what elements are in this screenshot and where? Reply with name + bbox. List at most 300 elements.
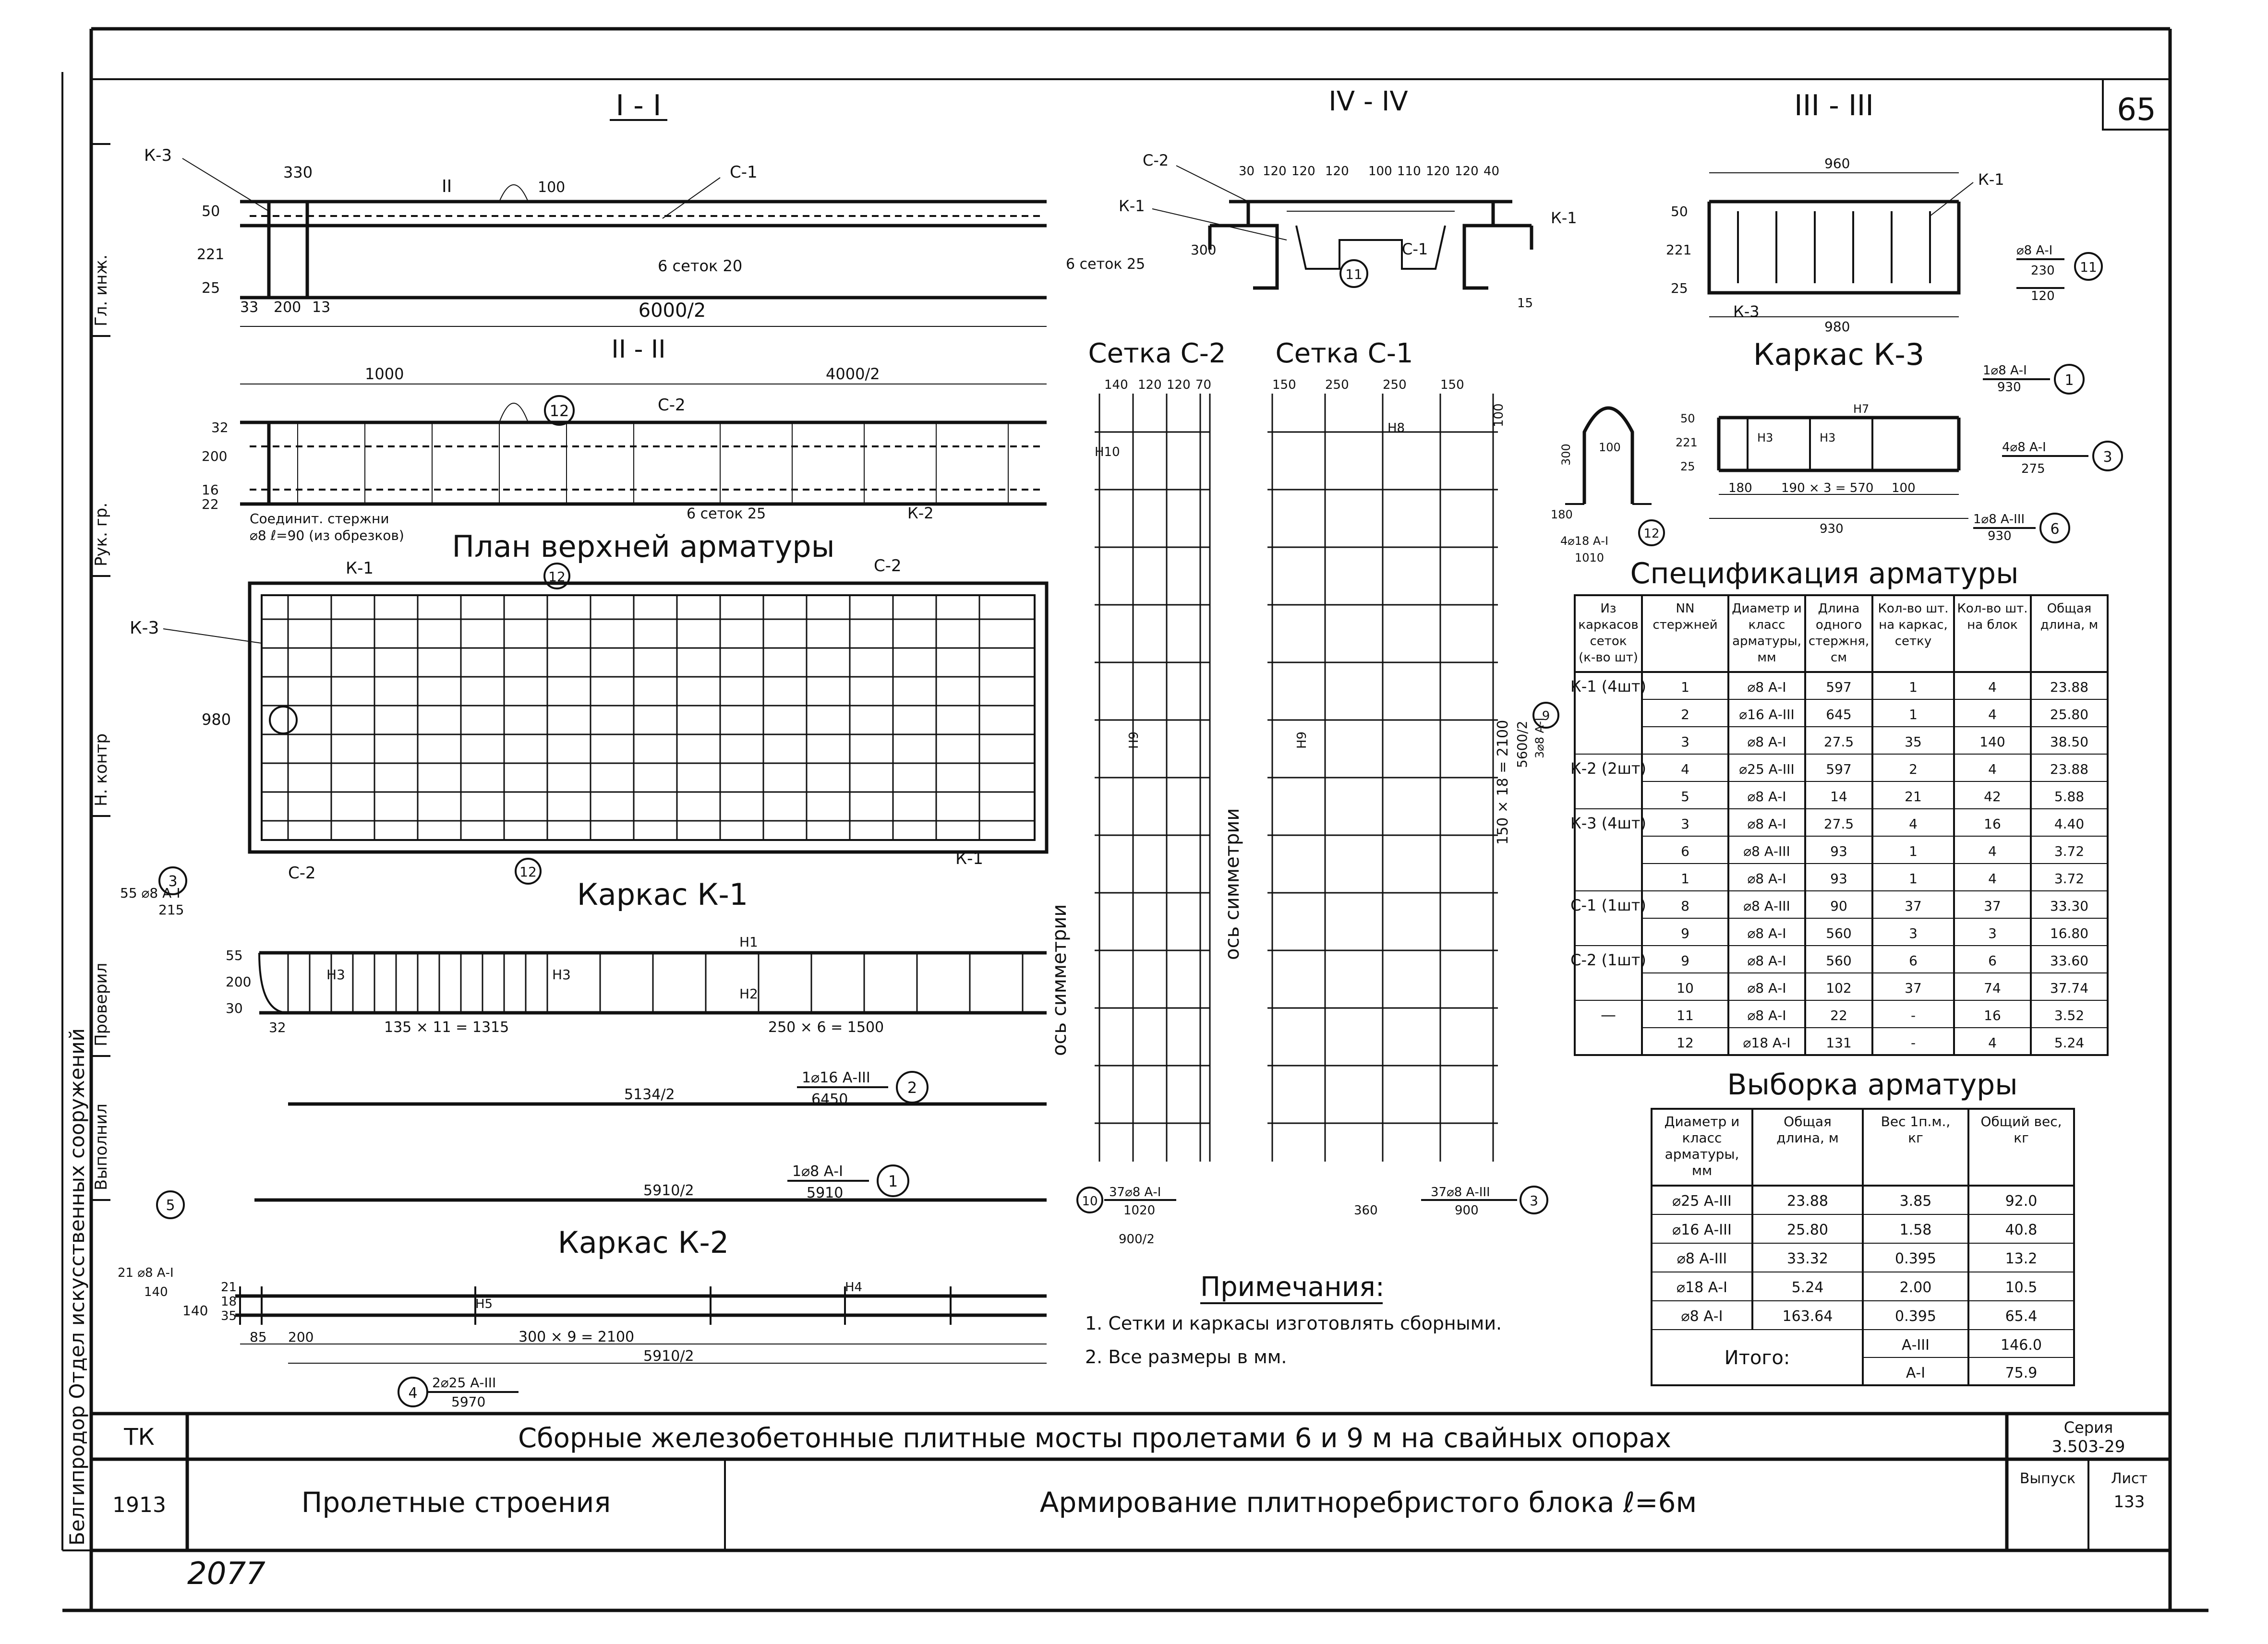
signature-strip (91, 144, 111, 1200)
loop-len: 1010 (1575, 551, 1604, 564)
sample-cell: ⌀25 А-III (1672, 1193, 1732, 1210)
section-4-4 (1066, 86, 1577, 311)
s44-callout-11: 11 (1345, 266, 1363, 282)
section-1-1 (144, 89, 1047, 326)
spec-cell: 4.40 (2054, 816, 2085, 832)
s22-dim-16: 16 (202, 482, 219, 498)
spec-cell: 4 (1988, 761, 1997, 777)
sample-cell: ⌀16 А-III (1672, 1222, 1732, 1238)
spec-cell: 74 (1984, 980, 2001, 996)
k1-stirrups (288, 953, 1023, 1013)
k3-c6-len: 930 (1988, 529, 2012, 543)
k1-callout-1: 1 (888, 1172, 898, 1190)
spec-cell: - (1910, 1008, 1916, 1023)
tb-main-title: Сборные железобетонные плитные мосты пролетами 6 и 9 м на свайных опорах (518, 1423, 1672, 1454)
c2-dim-900: 900/2 (1119, 1232, 1155, 1247)
spec-cell: 6 (1681, 843, 1689, 859)
spec-cell: ⌀8 А-I (1747, 816, 1786, 832)
spec-cell: 3 (1681, 816, 1689, 832)
s11-dim-25: 25 (202, 280, 220, 297)
tb-subtitle: Армирование плитноребристого блока ℓ=6м (1039, 1486, 1697, 1519)
spec-cell: 33.60 (2050, 953, 2089, 969)
spec-cell: 4 (1988, 1035, 1997, 1051)
spec-header-cell: Кол-во шт. (1878, 601, 1949, 616)
section-3-3 (1666, 89, 2102, 335)
sig-role-3: Н. контр (92, 733, 111, 806)
spec-cell: 4 (1988, 679, 1997, 695)
sample-header-cell: Общая (1784, 1114, 1832, 1129)
k2-callout-4: 4 (408, 1385, 418, 1402)
spec-cell: 597 (1826, 761, 1852, 777)
plan-title: План верхней арматуры (452, 529, 835, 564)
k1-c1-len: 5910 (807, 1185, 844, 1201)
sample-cell: ⌀8 А-I (1681, 1308, 1723, 1325)
plan-label-k1-b: К-1 (955, 849, 984, 868)
notes-title: Примечания: (1200, 1272, 1385, 1303)
k2-bar-n4: Н4 (845, 1280, 863, 1295)
k1-dim-5134: 5134/2 (624, 1086, 675, 1103)
spec-cell: ⌀8 А-I (1747, 953, 1786, 969)
footer-note: 2077 (187, 1556, 265, 1592)
k2-c5-spec: 21 ⌀8 А-I (118, 1266, 174, 1280)
plan-label-k3: К-3 (130, 618, 159, 638)
k3-dim-180: 180 (1728, 481, 1752, 495)
spec-cell: 1 (1909, 871, 1918, 887)
spec-cell: 2 (1909, 761, 1918, 777)
spec-header-cell: сетку (1894, 634, 1932, 648)
spec-cell: ⌀25 А-III (1739, 761, 1795, 777)
spec-cell: 4 (1909, 816, 1918, 832)
s44-dim-110: 110 (1397, 164, 1421, 179)
sample-cell: 0.395 (1895, 1308, 1936, 1325)
spec-cell: ⌀8 А-I (1747, 925, 1786, 941)
c2-bar-n10: Н10 (1095, 445, 1120, 459)
c2-callout-10: 10 (1082, 1194, 1098, 1209)
s44-dim-120d: 120 (1426, 164, 1450, 179)
s33-dim-980: 980 (1824, 319, 1850, 335)
s44-dim-15: 15 (1517, 296, 1533, 311)
s11-dim-33: 33 (240, 299, 259, 316)
s22-label-6setok: 6 сеток 25 (687, 505, 766, 522)
c1-callout-3: 3 (1530, 1193, 1538, 1209)
note-2: 2. Все размеры в мм. (1085, 1346, 1287, 1368)
k1-bar-n2: Н2 (739, 986, 758, 1002)
spec-cell: 597 (1826, 679, 1852, 695)
spec-cell: 14 (1830, 789, 1847, 804)
s11-label-c1: С-1 (730, 163, 758, 182)
s33-callout-len: 230 (2031, 264, 2055, 278)
spec-header-cell: класс (1748, 618, 1785, 632)
sample-table (1652, 1068, 2074, 1385)
s22-label-d8: ⌀8 ℓ=90 (из обрезков) (250, 528, 404, 543)
s44-dim-100: 100 (1368, 164, 1392, 179)
tb-section: Пролетные строения (301, 1486, 611, 1519)
frame-k2-title: Каркас К-2 (557, 1225, 729, 1260)
sample-table-body (1652, 1109, 2074, 1385)
k3-bar-n3b: Н3 (1820, 431, 1836, 444)
sample-cell: 10.5 (2005, 1279, 2038, 1296)
k2-dim-85: 85 (250, 1329, 267, 1345)
s44-dim-120b: 120 (1291, 164, 1315, 179)
s33-callout-len2: 120 (2031, 289, 2055, 303)
s44-dim-120c: 120 (1325, 164, 1349, 179)
spec-header-cell: сеток (1590, 634, 1627, 648)
sample-total-class: А-I (1906, 1365, 1926, 1381)
k3-c3-len: 275 (2021, 462, 2045, 476)
spec-cell: 3.72 (2054, 843, 2085, 859)
c1-bar-n9: Н9 (1295, 731, 1309, 749)
c2-dim-70: 70 (1195, 378, 1212, 392)
spec-table (1570, 557, 2108, 1055)
plan-grid (262, 595, 1035, 840)
spec-cell: 1 (1909, 843, 1918, 859)
s33-callout-spec: ⌀8 А-I (2016, 243, 2053, 258)
sample-cell: 33.32 (1787, 1250, 1828, 1267)
sample-cell: 1.58 (1899, 1222, 1932, 1238)
k2-callout-5: 5 (166, 1197, 175, 1214)
sample-header-cell: кг (2014, 1130, 2029, 1146)
s44-label-c1: С-1 (1402, 240, 1428, 258)
k1-dim-32: 32 (269, 1020, 286, 1035)
spec-cell: - (1910, 1035, 1916, 1051)
spec-cell: 3.72 (2054, 871, 2085, 887)
spec-cell: 3 (1988, 925, 1997, 941)
sample-cell: 92.0 (2005, 1193, 2038, 1210)
tb-sheet-value: 133 (2113, 1492, 2145, 1512)
k1-dim-1500: 250 × 6 = 1500 (768, 1019, 884, 1036)
spec-cell: 4 (1681, 761, 1689, 777)
spec-header-cell: Диаметр и (1732, 601, 1802, 616)
frame-k1-title: Каркас К-1 (577, 877, 748, 912)
sample-header-cell: арматуры, (1665, 1146, 1739, 1162)
s44-label-c2: С-2 (1143, 151, 1169, 169)
k1-callout-2: 2 (907, 1079, 917, 1097)
spec-cell: 6 (1909, 953, 1918, 969)
spec-cell: 102 (1826, 980, 1852, 996)
s11-label-k3: К-3 (144, 146, 172, 165)
sample-header-cell: класс (1682, 1130, 1722, 1146)
c1-dim-2100: 150 × 18 = 2100 (1495, 720, 1511, 845)
spec-header-cell: одного (1815, 618, 1862, 632)
k1-c2-spec: 1⌀16 А-III (802, 1069, 870, 1086)
spec-header-cell: стержня, (1808, 634, 1870, 648)
spec-cell: 5.88 (2054, 789, 2085, 804)
k2-dim-200: 200 (288, 1329, 314, 1345)
title-block (91, 1414, 2170, 1550)
spec-header-cell: NN (1676, 601, 1695, 616)
loop-callout-12: 12 (1643, 527, 1660, 541)
k3-dim-25: 25 (1680, 460, 1695, 473)
plan-label-c2-b: С-2 (288, 864, 316, 883)
section-2-2-title: II - II (611, 335, 666, 364)
spec-cell: ⌀8 А-I (1747, 789, 1786, 804)
s22-dim-32: 32 (211, 420, 229, 435)
mesh-c2-grid (1095, 394, 1210, 1162)
spec-cell: К-3 (4шт) (1570, 814, 1647, 832)
k1-dim-5910: 5910/2 (643, 1182, 694, 1199)
k2-dim-18: 18 (221, 1295, 237, 1309)
spec-cell: 1 (1909, 707, 1918, 722)
s44-dim-300: 300 (1191, 242, 1217, 258)
plan-label-k1: К-1 (346, 559, 374, 578)
mesh-c2 (1049, 338, 1226, 1247)
spec-cell: 12 (1677, 1035, 1694, 1051)
frame-k3 (1676, 337, 2122, 543)
spec-cell: 38.50 (2050, 734, 2089, 750)
sample-header-cell: Диаметр и (1664, 1114, 1740, 1129)
section-2-2 (202, 335, 1047, 543)
k3-dim-930: 930 (1820, 522, 1844, 536)
spec-cell: 25.80 (2050, 707, 2089, 722)
notes (1085, 1272, 1502, 1368)
spec-cell: ⌀8 А-I (1747, 871, 1786, 887)
loop-dim-180: 180 (1551, 508, 1573, 521)
sample-total-value: 75.9 (2005, 1365, 2038, 1381)
spec-cell: 22 (1830, 1008, 1847, 1023)
c1-callout-3-len: 900 (1455, 1203, 1479, 1218)
c1-dim-150a: 150 (1272, 378, 1296, 392)
spec-cell: ⌀8 А-III (1743, 843, 1790, 859)
sample-cell: 3.85 (1899, 1193, 1932, 1210)
spec-cell: 9 (1681, 953, 1689, 969)
k1-c3-len: 215 (158, 902, 184, 918)
s44-label-k1b: К-1 (1551, 209, 1577, 227)
frame-k2 (118, 1191, 1047, 1410)
spec-cell: 21 (1905, 789, 1922, 804)
k3-callout-1: 1 (2064, 372, 2074, 389)
spec-header-cell: стержней (1653, 618, 1718, 632)
sample-header-cell: длина, м (1776, 1130, 1839, 1146)
spec-cell: 37 (1905, 898, 1922, 914)
s44-label-k1: К-1 (1119, 197, 1145, 215)
k1-bar-n3b: Н3 (552, 967, 571, 983)
spec-header-cell: Из (1600, 601, 1617, 616)
k2-c4-len: 5970 (451, 1394, 486, 1410)
spec-cell: 4 (1988, 871, 1997, 887)
sample-header-cell: Вес 1п.м., (1881, 1114, 1951, 1129)
plan-dim-980: 980 (202, 710, 231, 729)
k3-dim-221: 221 (1676, 436, 1698, 449)
s44-dim-30: 30 (1239, 164, 1255, 179)
spec-cell: 42 (1984, 789, 2001, 804)
k3-bar-n3a: Н3 (1757, 431, 1773, 444)
spec-cell: 27.5 (1823, 734, 1854, 750)
k2-c4-spec: 2⌀25 А-III (432, 1375, 496, 1391)
spec-header-cell: на каркас, (1879, 618, 1948, 632)
spec-cell: 27.5 (1823, 816, 1854, 832)
c1-dim-250b: 250 (1383, 378, 1407, 392)
sample-cell: 65.4 (2005, 1308, 2038, 1325)
k1-bar-n1: Н1 (739, 934, 758, 950)
spec-cell: 4 (1988, 843, 1997, 859)
plan-callout-12b: 12 (519, 864, 537, 880)
spec-cell: 3.52 (2054, 1008, 2085, 1023)
s44-dim-120e: 120 (1455, 164, 1479, 179)
section-4-4-title: IV - IV (1328, 86, 1408, 117)
s44-label-6setok: 6 сеток 25 (1066, 256, 1146, 273)
spec-cell: 23.88 (2050, 761, 2089, 777)
s11-label-ii: II (442, 177, 452, 196)
spec-cell: 16.80 (2050, 925, 2089, 941)
k3-dim-50: 50 (1680, 412, 1695, 425)
k3-callout-3: 3 (2103, 449, 2112, 466)
spec-cell: С-2 (1шт) (1570, 951, 1646, 969)
k1-dim-1315: 135 × 11 = 1315 (384, 1019, 509, 1036)
mesh-c1 (1221, 338, 1558, 1218)
spec-cell: 5.24 (2054, 1035, 2085, 1051)
k3-callout-6: 6 (2050, 521, 2060, 538)
spec-cell: ⌀8 А-I (1747, 1008, 1786, 1023)
loop-dim-300: 300 (1559, 444, 1573, 466)
sig-role-2: Проверил (92, 962, 111, 1046)
s33-label-k3: К-3 (1733, 302, 1760, 321)
c2-dim-120a: 120 (1138, 378, 1162, 392)
sample-cell: 0.395 (1895, 1250, 1936, 1267)
spec-cell: 23.88 (2050, 679, 2089, 695)
spec-cell: 140 (1979, 734, 2005, 750)
s22-label-c2: С-2 (658, 396, 686, 415)
sample-cell: ⌀8 А-III (1677, 1250, 1727, 1267)
k1-c2-len: 6450 (811, 1091, 848, 1108)
s22-callout-12: 12 (549, 402, 569, 420)
spec-cell: 35 (1905, 734, 1922, 750)
section-1-1-title: I - I (615, 89, 662, 122)
spec-cell: К-2 (2шт) (1570, 759, 1647, 778)
s22-dim-200: 200 (202, 448, 228, 464)
spec-header-cell: см (1831, 650, 1847, 665)
s11-dim-330: 330 (283, 163, 313, 181)
spec-cell: 2 (1681, 707, 1689, 722)
c1-callout-3-spec: 37⌀8 А-III (1431, 1185, 1490, 1200)
spec-cell: 93 (1830, 843, 1847, 859)
sample-total-value: 146.0 (2001, 1337, 2042, 1354)
s33-dim-25: 25 (1671, 280, 1688, 296)
loop-dim-100: 100 (1599, 441, 1621, 454)
s44-dim-40: 40 (1484, 164, 1500, 179)
sig-role-4: Рук. гр. (92, 502, 111, 566)
s11-dim-221: 221 (197, 246, 225, 263)
s11-dim-200: 200 (274, 299, 302, 316)
k1-bar-n3: Н3 (326, 967, 345, 983)
tb-year: 1913 (112, 1493, 166, 1517)
spec-cell: 3 (1909, 925, 1918, 941)
plan-callout-12a: 12 (548, 569, 566, 585)
spec-cell: 90 (1830, 898, 1847, 914)
sample-cell: 25.80 (1787, 1222, 1828, 1238)
tb-issue-label: Выпуск (2019, 1470, 2076, 1487)
org-vertical-text: Белгипродор Отдел искусственных сооружений (65, 1028, 89, 1546)
sig-role-5: Гл. инж. (92, 254, 111, 326)
k2-dim-21: 21 (221, 1280, 237, 1295)
s22-dim-4000: 4000/2 (826, 365, 880, 383)
spec-header-cell: на блок (1967, 618, 2018, 632)
spec-cell: 645 (1826, 707, 1852, 722)
section-1-1-length: 6000/2 (638, 300, 706, 322)
sample-cell: 2.00 (1899, 1279, 1932, 1296)
plan-top-reinforcement (130, 529, 1047, 884)
c1-callout-9-spec: 3⌀8 А-I (1533, 718, 1546, 758)
spec-header-cell: мм (1757, 650, 1776, 665)
k3-bar-n7: Н7 (1853, 402, 1870, 416)
spec-cell: С-1 (1шт) (1570, 896, 1646, 914)
sample-table-title: Выборка арматуры (1727, 1068, 2018, 1102)
c2-dim-120b: 120 (1167, 378, 1191, 392)
spec-table-title: Спецификация арматуры (1630, 557, 2019, 590)
spec-cell: 37 (1984, 898, 2001, 914)
spec-cell: 8 (1681, 898, 1689, 914)
k1-dim-200: 200 (226, 974, 252, 990)
sample-total-class: А-III (1902, 1337, 1930, 1354)
spec-cell: 37 (1905, 980, 1922, 996)
frame-k3-title: Каркас К-3 (1753, 337, 1925, 372)
sample-cell: 5.24 (1791, 1279, 1824, 1296)
spec-cell: 4 (1988, 707, 1997, 722)
spec-cell: 1 (1681, 679, 1689, 695)
spec-header-cell: Длина (1818, 601, 1860, 616)
k3-dim-570: 190 × 3 = 570 (1781, 481, 1874, 495)
section-3-3-title: III - III (1794, 89, 1874, 122)
spec-header-cell: Кол-во шт. (1957, 601, 2028, 616)
note-1: 1. Сетки и каркасы изготовлять сборными. (1085, 1313, 1502, 1334)
k3-c3-spec: 4⌀8 А-I (2002, 440, 2046, 455)
k2-dim-5910: 5910/2 (643, 1348, 694, 1365)
sample-cell: 40.8 (2005, 1222, 2038, 1238)
sample-cell: 13.2 (2005, 1250, 2038, 1267)
s22-dim-22: 22 (202, 496, 219, 512)
s44-dim-120a: 120 (1263, 164, 1287, 179)
k3-c6-spec: 1⌀8 А-III (1973, 512, 2025, 527)
page-number-box (2103, 79, 2170, 130)
c1-dim-150b: 150 (1440, 378, 1464, 392)
k2-c5-len: 140 (144, 1285, 168, 1299)
frame-k1 (120, 867, 1047, 1201)
sample-total-label: Итого: (1724, 1347, 1790, 1369)
s22-label-k2: К-2 (907, 504, 934, 522)
spec-header-cell: Общая (2047, 601, 2092, 616)
spec-cell: ⌀8 А-III (1743, 898, 1790, 914)
spec-cell: 1 (1909, 679, 1918, 695)
spec-cell: К-1 (4шт) (1570, 677, 1647, 696)
c1-dim-5600: 5600/2 (1514, 720, 1530, 768)
spec-cell: ⌀18 А-I (1743, 1035, 1791, 1051)
c1-callout-9: 9 (1542, 709, 1550, 723)
s22-dim-1000: 1000 (365, 365, 404, 383)
k2-dim-2100: 300 × 9 = 2100 (519, 1329, 635, 1345)
spec-header-cell: (к-во шт) (1579, 650, 1638, 665)
c2-dim-140: 140 (1104, 378, 1128, 392)
s11-dim-50: 50 (202, 203, 220, 220)
tb-series-value: 3.503-29 (2051, 1437, 2125, 1456)
spec-cell: 5 (1681, 789, 1689, 804)
sig-role-1: Выполнил (92, 1104, 111, 1190)
k2-dim-35: 35 (221, 1309, 237, 1323)
spec-cell: 37.74 (2050, 980, 2089, 996)
loop-spec: 4⌀18 А-I (1560, 534, 1609, 548)
c2-bar-n9: Н9 (1127, 731, 1141, 749)
spec-header-cell: арматуры, (1732, 634, 1801, 648)
spec-cell: 9 (1681, 925, 1689, 941)
spec-cell: ⌀8 А-I (1747, 734, 1786, 750)
k2-bar-n5: Н5 (475, 1297, 493, 1311)
spec-header-cell: длина, м (2040, 618, 2099, 632)
s33-dim-960: 960 (1824, 156, 1850, 171)
s22-label-connect: Соединит. стержни (250, 511, 389, 527)
k2-dim-140: 140 (182, 1303, 208, 1319)
c2-callout-spec: 37⌀8 А-I (1109, 1185, 1161, 1200)
mesh-c1-title: Сетка С-1 (1275, 338, 1413, 369)
tb-series-label: Серия (2063, 1418, 2113, 1437)
s11-dim-100: 100 (538, 179, 566, 196)
